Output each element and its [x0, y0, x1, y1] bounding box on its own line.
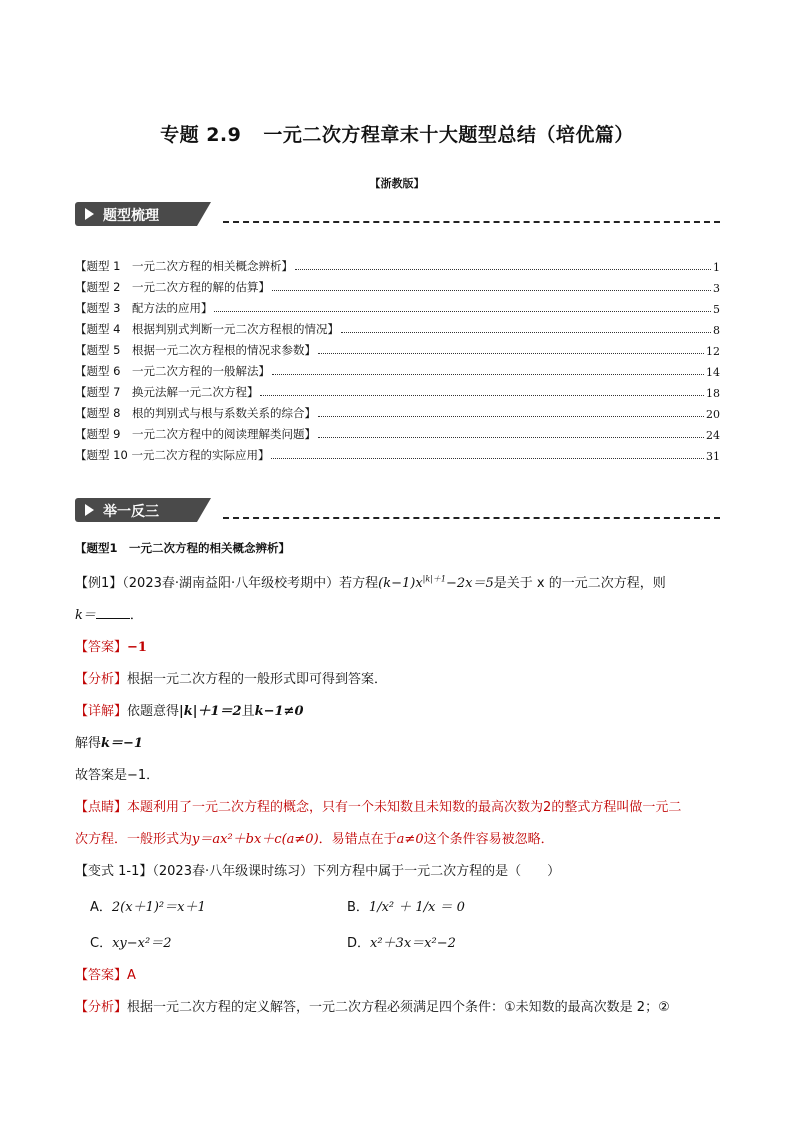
toc-item[interactable]: 【题型 9 一元二次方程中的阅读理解类问题】 24 [75, 427, 720, 442]
section-banner-examples [75, 498, 720, 524]
play-triangle-icon [85, 504, 94, 516]
banner-tag [75, 202, 197, 226]
toc-item[interactable]: 【题型 10 一元二次方程的实际应用】 31 [75, 448, 720, 463]
toc-item[interactable]: 【题型 1 一元二次方程的相关概念辨析】 1 [75, 259, 720, 274]
section-banner-overview [75, 202, 720, 228]
answer-blank [96, 606, 130, 619]
banner-tag [75, 498, 197, 522]
note-line-2: 次方程．一般形式为y＝ax²＋bx＋c(a≠0)．易错点在于a≠0这个条件容易被忽略． [75, 832, 554, 847]
variant-answer-line: 【答案】A [75, 968, 136, 983]
example-question: 【例1】（2023春·湖南益阳·八年级校考期中）若方程$(k-1)x^{|k|+1}-2x=5$是关于 x 的一元二次方程，则 [75, 574, 666, 591]
conclusion-line: 故答案是−1． [75, 768, 160, 783]
toc-item[interactable]: 【题型 5 根据一元二次方程根的情况求参数】 12 [75, 343, 720, 358]
option-c[interactable]: C．xy−x²＝2 [90, 936, 172, 951]
analysis-line: 【分析】根据一元二次方程的一般形式即可得到答案． [75, 672, 388, 687]
banner-label: 题型梳理 [103, 208, 159, 224]
solve-line: 解得k＝−1 [75, 736, 143, 751]
note-line-1: 【点睛】本题利用了一元二次方程的概念，只有一个未知数且未知数的最高次数为2的整式方程叫做一元二 [75, 800, 682, 815]
toc-item[interactable]: 【题型 8 根的判别式与根与系数关系的综合】 20 [75, 406, 720, 421]
edition-label: 【浙教版】 [369, 177, 425, 190]
banner-label: 举一反三 [103, 504, 159, 520]
banner-dashed-line [223, 221, 720, 223]
answer-line: 【答案】−1 [75, 640, 147, 655]
banner-dashed-line [223, 517, 720, 519]
page-title [0, 120, 794, 147]
toc-item[interactable]: 【题型 2 一元二次方程的解的估算】 3 [75, 280, 720, 295]
example-question-line2: k＝ ． [75, 608, 143, 623]
play-triangle-icon [85, 208, 94, 220]
title-prefix: 专题 2.9 [160, 124, 242, 146]
option-a[interactable]: A．2(x＋1)²＝x＋1 [90, 900, 206, 915]
toc-item[interactable]: 【题型 7 换元法解一元二次方程】 18 [75, 385, 720, 400]
detail-line: 【详解】依题意得|k|＋1＝2且k−1≠0 [75, 704, 304, 719]
title-main: 一元二次方程章末十大题型总结（培优篇） [263, 124, 634, 146]
toc-item[interactable]: 【题型 3 配方法的应用】 5 [75, 301, 720, 316]
variant-question: 【变式 1-1】（2023春·八年级课时练习）下列方程中属于一元二次方程的是（ ） [75, 864, 561, 879]
variant-analysis-line: 【分析】根据一元二次方程的定义解答，一元二次方程必须满足四个条件：①未知数的最高次数是 2；② [75, 1000, 670, 1015]
option-d[interactable]: D．x²＋3x＝x²−2 [347, 936, 456, 951]
toc-item[interactable]: 【题型 4 根据判别式判断一元二次方程根的情况】 8 [75, 322, 720, 337]
toc-item[interactable]: 【题型 6 一元二次方程的一般解法】 14 [75, 364, 720, 379]
option-b[interactable]: B．1/x² ＋ 1/x ＝ 0 [347, 900, 465, 915]
section-heading: 【题型1 一元二次方程的相关概念辨析】 [75, 541, 290, 555]
